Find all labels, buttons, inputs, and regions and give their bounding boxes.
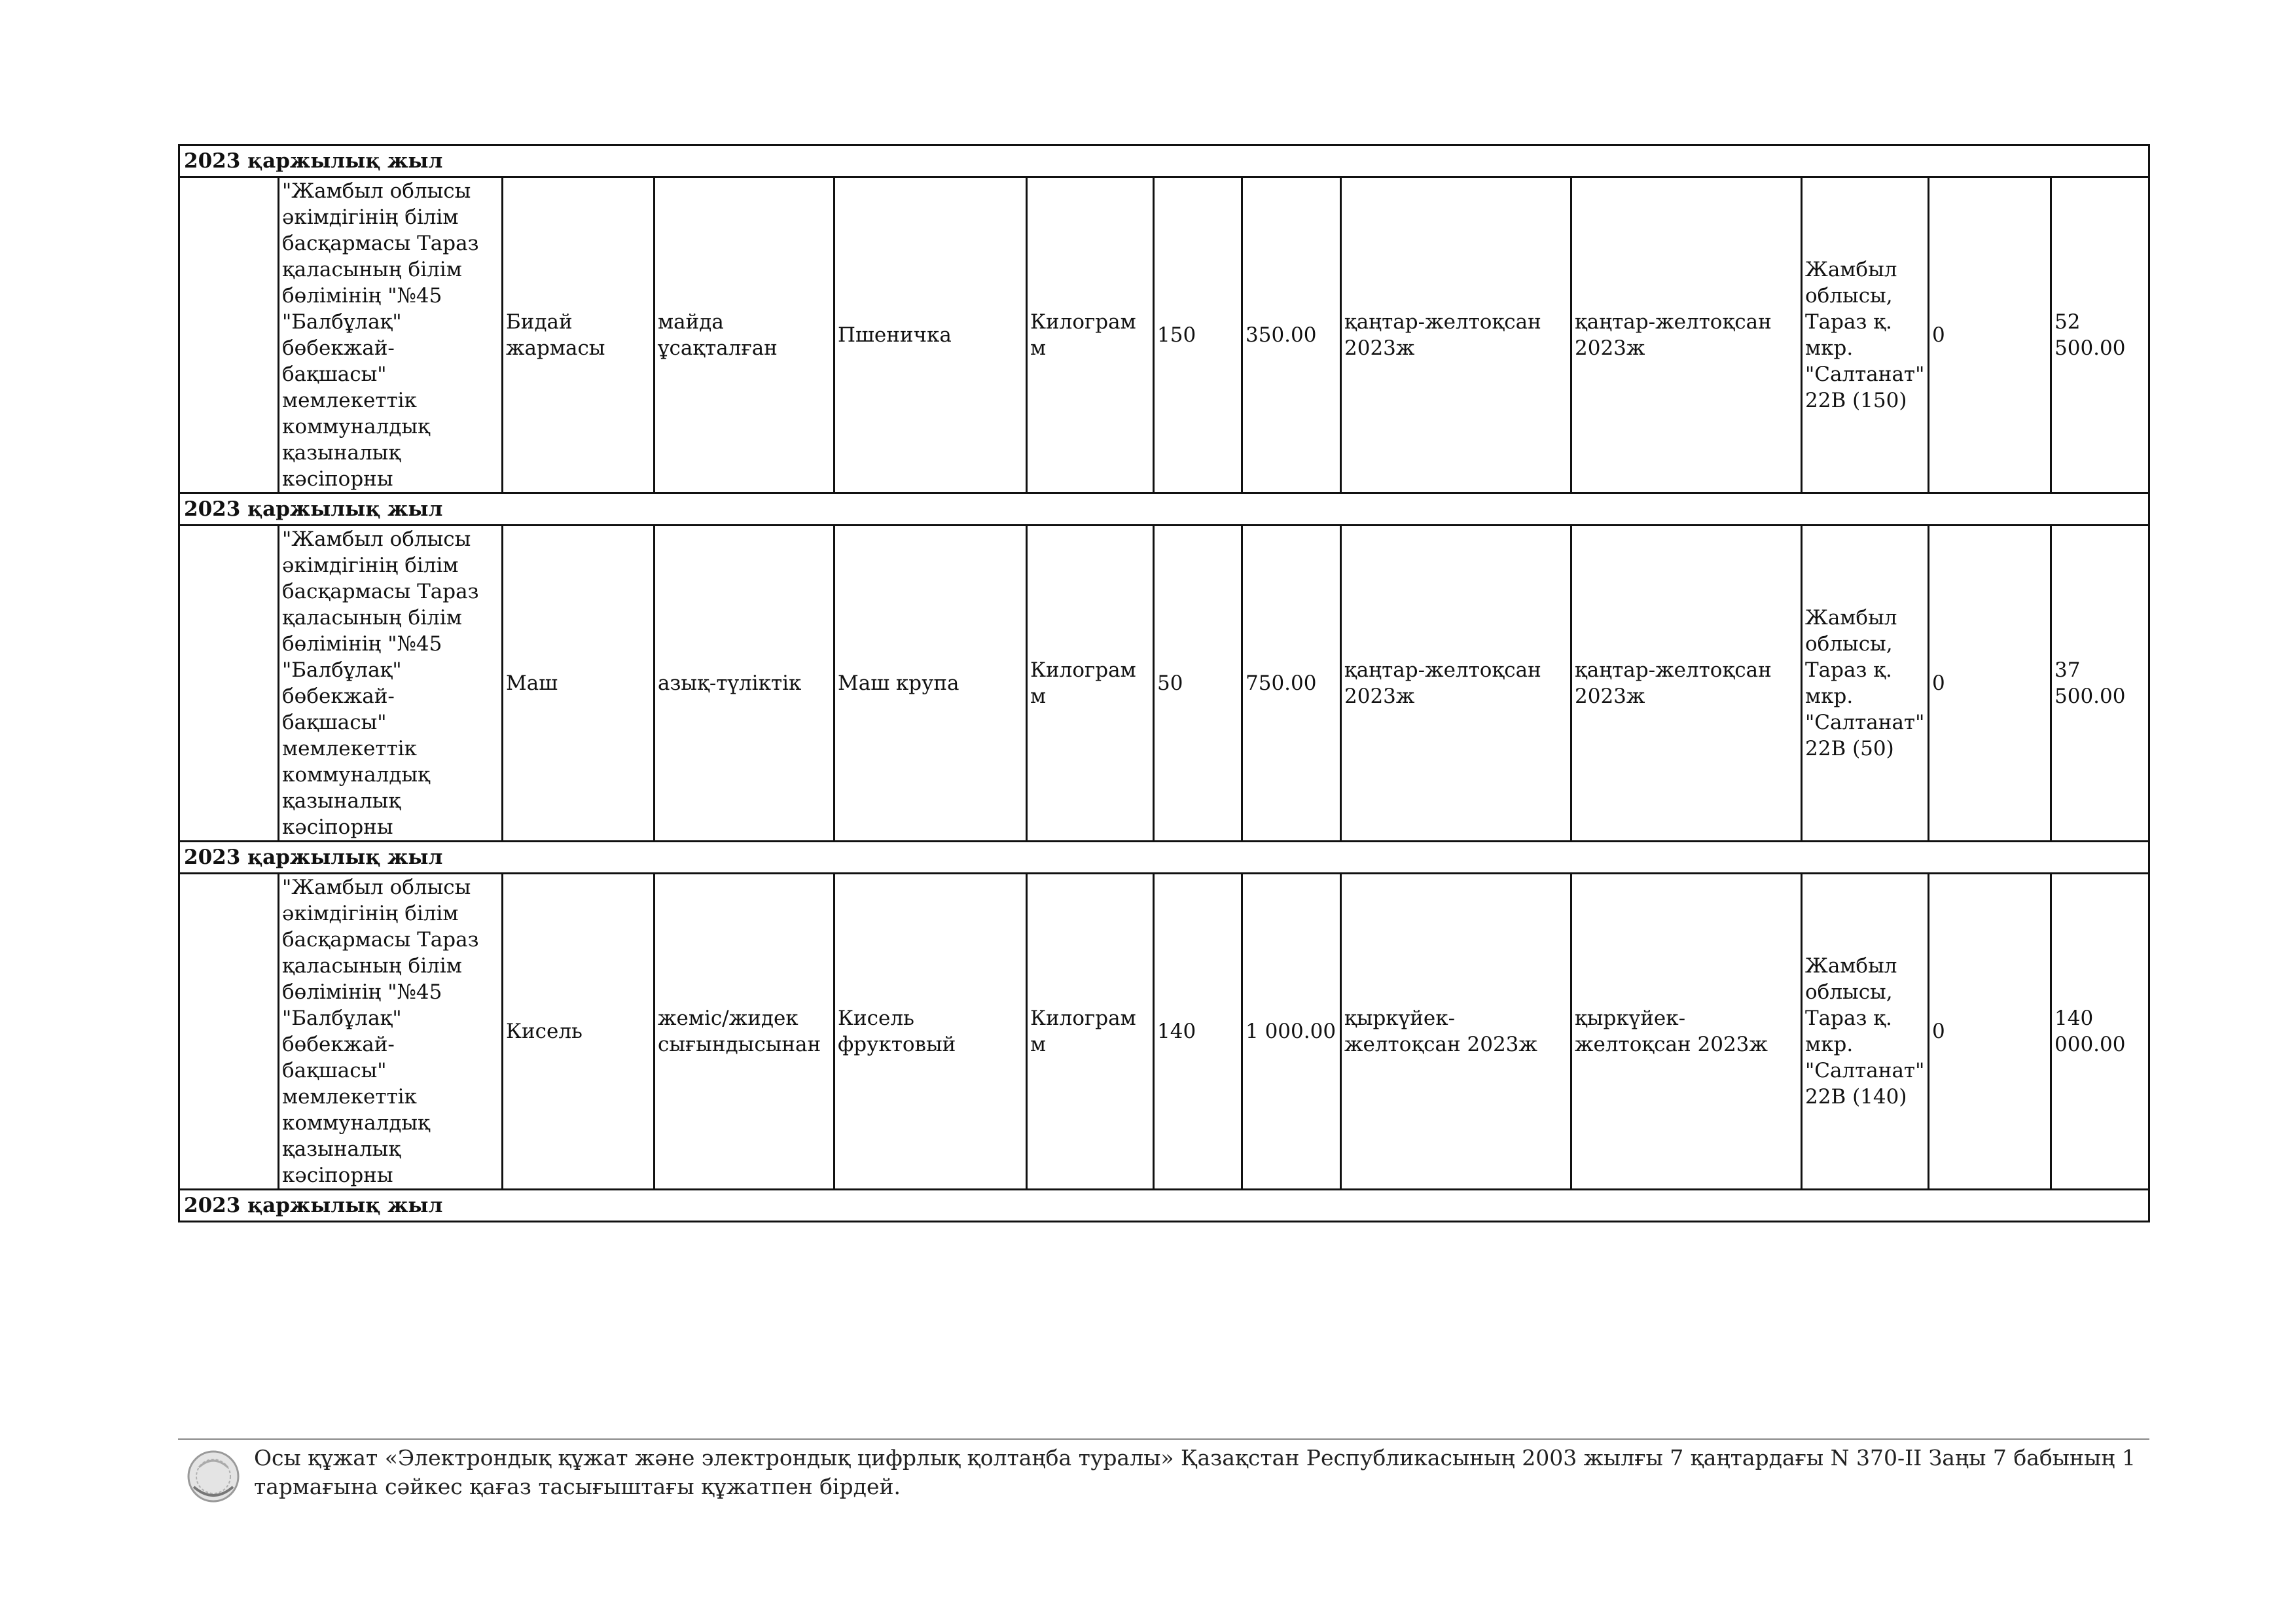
table-row — [179, 526, 2149, 842]
year-row — [179, 145, 2149, 177]
delivery-period: қыркүйек-желтоқсан 2023ж — [1571, 874, 1802, 1190]
advance-payment: 0 — [1929, 177, 2051, 493]
delivery-period: қаңтар-желтоқсан 2023ж — [1571, 526, 1802, 842]
year-label: 2023 қаржылық жыл — [179, 842, 2149, 874]
table-row — [179, 177, 2149, 493]
delivery-period: қаңтар-желтоқсан 2023ж — [1571, 177, 1802, 493]
delivery-place: Жамбыл облысы, Тараз қ. мкр. "Салтанат" 22В (150) — [1802, 177, 1929, 493]
procurement-period: қаңтар-желтоқсан 2023ж — [1341, 177, 1571, 493]
advance-payment: 0 — [1929, 526, 2051, 842]
item-characteristic: азық-түліктік — [655, 526, 834, 842]
item-name-ru: Пшеничка — [834, 177, 1027, 493]
item-name: Кисель — [503, 874, 655, 1190]
procurement-table — [178, 144, 2150, 1222]
procurement-period: қаңтар-желтоқсан 2023ж — [1341, 526, 1571, 842]
table-row — [179, 874, 2149, 1190]
customer-organization: "Жамбыл облысы әкімдігінің білім басқармасы Тараз қаласының білім бөлімінің "№45 "Балбұлақ" бөбекжай-бақшасы" мемлекеттік коммуналдық қазыналық кәсіпорны — [279, 526, 503, 842]
year-label: 2023 қаржылық жыл — [179, 493, 2149, 526]
item-name-ru: Кисель фруктовый — [834, 874, 1027, 1190]
unit-price: 750.00 — [1242, 526, 1341, 842]
year-label: 2023 қаржылық жыл — [179, 1190, 2149, 1222]
year-row — [179, 842, 2149, 874]
unit: Килограмм — [1027, 177, 1154, 493]
year-row — [179, 493, 2149, 526]
delivery-place: Жамбыл облысы, Тараз қ. мкр. "Салтанат" 22В (50) — [1802, 526, 1929, 842]
unit: Килограмм — [1027, 874, 1154, 1190]
quantity: 150 — [1154, 177, 1242, 493]
total-amount: 52 500.00 — [2051, 177, 2149, 493]
year-label: 2023 қаржылық жыл — [179, 145, 2149, 177]
unit-price: 350.00 — [1242, 177, 1341, 493]
unit: Килограмм — [1027, 526, 1154, 842]
item-characteristic: майда ұсақталған — [655, 177, 834, 493]
delivery-place: Жамбыл облысы, Тараз қ. мкр. "Салтанат" 22В (140) — [1802, 874, 1929, 1190]
stamp-seal-icon — [185, 1448, 242, 1505]
customer-organization: "Жамбыл облысы әкімдігінің білім басқармасы Тараз қаласының білім бөлімінің "№45 "Балбұлақ" бөбекжай-бақшасы" мемлекеттік коммуналдық қазыналық кәсіпорны — [279, 177, 503, 493]
item-name-ru: Маш крупа — [834, 526, 1027, 842]
unit-price: 1 000.00 — [1242, 874, 1341, 1190]
customer-organization: "Жамбыл облысы әкімдігінің білім басқармасы Тараз қаласының білім бөлімінің "№45 "Балбұлақ" бөбекжай-бақшасы" мемлекеттік коммуналдық қазыналық кәсіпорны — [279, 874, 503, 1190]
total-amount: 140 000.00 — [2051, 874, 2149, 1190]
row-number — [179, 526, 279, 842]
item-name: Маш — [503, 526, 655, 842]
quantity: 50 — [1154, 526, 1242, 842]
procurement-period: қыркүйек-желтоқсан 2023ж — [1341, 874, 1571, 1190]
advance-payment: 0 — [1929, 874, 2051, 1190]
total-amount: 37 500.00 — [2051, 526, 2149, 842]
quantity: 140 — [1154, 874, 1242, 1190]
item-characteristic: жеміс/жидек сығындысынан — [655, 874, 834, 1190]
row-number — [179, 177, 279, 493]
footer-legal-note: Осы құжат «Электрондық құжат және электрондық цифрлық қолтаңба туралы» Қазақстан Республикасының 2003 жылғы 7 қаңтардағы N 370-II Заңы 7 бабының 1 тармағына сәйкес қағаз тасығыштағы құжатпен бірдей. — [254, 1445, 2136, 1499]
row-number — [179, 874, 279, 1190]
item-name: Бидай жармасы — [503, 177, 655, 493]
year-row — [179, 1190, 2149, 1222]
footer-divider — [178, 1438, 2149, 1440]
